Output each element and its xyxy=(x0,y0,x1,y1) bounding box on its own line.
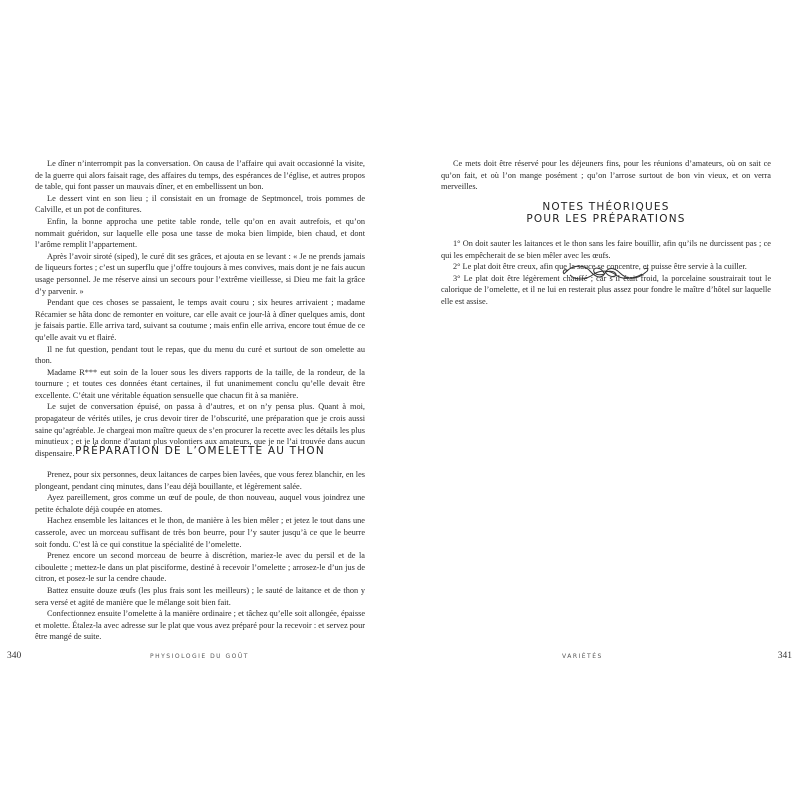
paragraph: Il ne fut question, pendant tout le repas, que du menu du curé et surtout de son omelette au thon. xyxy=(35,344,365,366)
paragraph: Après l’avoir siroté (siped), le curé dit ses grâces, et ajouta en se levant : « Je ne prends jamais de liqueurs fortes ; c’est un superflu que j’offre toujours à mes convives, mais dont je ne fais aucun usage personnel. Je me réserve ainsi un secours pour l’extrême vieillesse, si Dieu me fait la grâce d’y parvenir. » xyxy=(35,251,365,296)
paragraph: Hachez ensemble les laitances et le thon, de manière à les bien mêler ; et jetez le tout dans une casserole, avec un morceau suffisant de très bon beurre, pour l’y sauter jusqu’à ce que le beurre soit fondu. C’est là ce qui constitue la spécialité de l’omelette. xyxy=(35,516,365,549)
paragraph: Ayez pareillement, gros comme un œuf de poule, de thon nouveau, auquel vous joindrez une petite échalote déjà coupée en atomes. xyxy=(35,493,365,514)
paragraph: 3° Le plat doit être légèrement chauffé ; car s’il était froid, la porcelaine soustrairait tout le calorique de l’omelette, et il ne lui en resterait plus assez pour fondre le maître d’hôtel sur laquelle elle est assise. xyxy=(441,273,771,306)
right-text-block-1 xyxy=(441,158,771,193)
page-number-right: 341 xyxy=(777,651,792,661)
section-title-line-1: NOTES THÉORIQUES xyxy=(542,201,670,213)
section-title-omelette: PRÉPARATION DE L’OMELETTE AU THON xyxy=(75,445,325,457)
paragraph: 2° Le plat doit être creux, afin que la sauce se concentre, et puisse être servie à la cuiller. xyxy=(453,262,747,272)
left-text-block-2 xyxy=(35,469,365,643)
flourish-ornament-icon xyxy=(560,262,650,284)
paragraph: Prenez encore un second morceau de beurre à discrétion, mariez-le avec du persil et de la ciboulette ; mettez-le dans un plat pisciforme, destiné à recevoir l’omelette ; arrosez-le d’un jus de citron, et posez-le sur la cendre chaude. xyxy=(35,551,365,584)
running-head-left: PHYSIOLOGIE DU GOÛT xyxy=(150,653,249,660)
page-number-left: 340 xyxy=(7,651,22,661)
paragraph: Enfin, la bonne approcha une petite table ronde, telle qu’on en avait autrefois, et qu’on nommait guéridon, sur laquelle elle posa une tasse de moka bien limpide, bien chaud, et dont l’arôme remplit l’appartement. xyxy=(35,216,365,250)
right-page xyxy=(400,0,800,800)
paragraph: Le sujet de conversation épuisé, on passa à d’autres, et on n’y pensa plus. Quant à moi, propagateur de vérités utiles, je crus devoir tirer de l’obscurité, une préparation que je crois aussi saine qu’agréable. Je chargeai mon maître queux de s’en procurer la recette avec les détails les plus minutieux ; et je la donne d’autant plus volontiers aux amateurs, que je ne l’ai trouvée dans aucun dispensaire. xyxy=(35,402,365,458)
section-title-notes xyxy=(441,201,771,225)
paragraph: Pendant que ces choses se passaient, le temps avait couru ; six heures arrivaient ; madame Récamier se hâta donc de remonter en voiture, car elle avait ce jour-là à dîner quelques amis, dont je faisais partie. Elle arriva tard, suivant sa coutume ; mais enfin elle arriva, encore tout émue de ce qu’elle avait vu et flairé. xyxy=(35,298,365,342)
section-title-line-2: POUR LES PRÉPARATIONS xyxy=(526,213,686,225)
paragraph: Prenez, pour six personnes, deux laitances de carpes bien lavées, que vous ferez blanchir, en les plongeant, pendant cinq minutes, dans l’eau déjà bouillante, et légèrement salée. xyxy=(35,470,365,491)
paragraph: Ce mets doit être réservé pour les déjeuners fins, pour les réunions d’amateurs, où on sait ce qu’on fait, et où l’on mange posément ; qu’on l’arrose surtout de bon vin vieux, et on verra merveilles. xyxy=(441,159,771,192)
running-head-right: VARIÉTÉS xyxy=(562,653,603,660)
paragraph: Le dessert vint en son lieu ; il consistait en un fromage de Septmoncel, trois pommes de Calville, et un pot de confitures. xyxy=(35,193,365,215)
paragraph: Confectionnez ensuite l’omelette à la manière ordinaire ; et tâchez qu’elle soit allongée, épaisse et molette. Étalez-la avec adresse sur le plat que vous avez préparé pour la recevoir : et servez pour être mangé de suite. xyxy=(35,609,365,642)
left-text-block-1 xyxy=(35,158,365,459)
paragraph: Le dîner n’interrompit pas la conversation. On causa de l’affaire qui avait occasionné la visite, de la guerre qui alors faisait rage, des affaires du temps, des espérances de l’église, et autres propos de table, qui font passer un mauvais dîner, et en embellissent un bon. xyxy=(35,159,365,192)
paragraph: Battez ensuite douze œufs (les plus frais sont les meilleurs) ; le sauté de laitance et de thon y sera versé et agité de manière que le mélange soit bien fait. xyxy=(35,585,365,607)
paragraph: 1° On doit sauter les laitances et le thon sans les faire bouillir, afin qu’ils ne durcissent pas ; ce qui les empêcherait de se bien mêler avec les œufs. xyxy=(441,239,771,260)
paragraph: Madame R*** eut soin de la louer sous les divers rapports de la taille, de la rondeur, de la tournure ; et toutes ces données étant certaines, il fut unanimement conclu qu’elle devait être excellente. C’était une véritable équation sensuelle que chacun fit à sa manière. xyxy=(35,367,365,400)
